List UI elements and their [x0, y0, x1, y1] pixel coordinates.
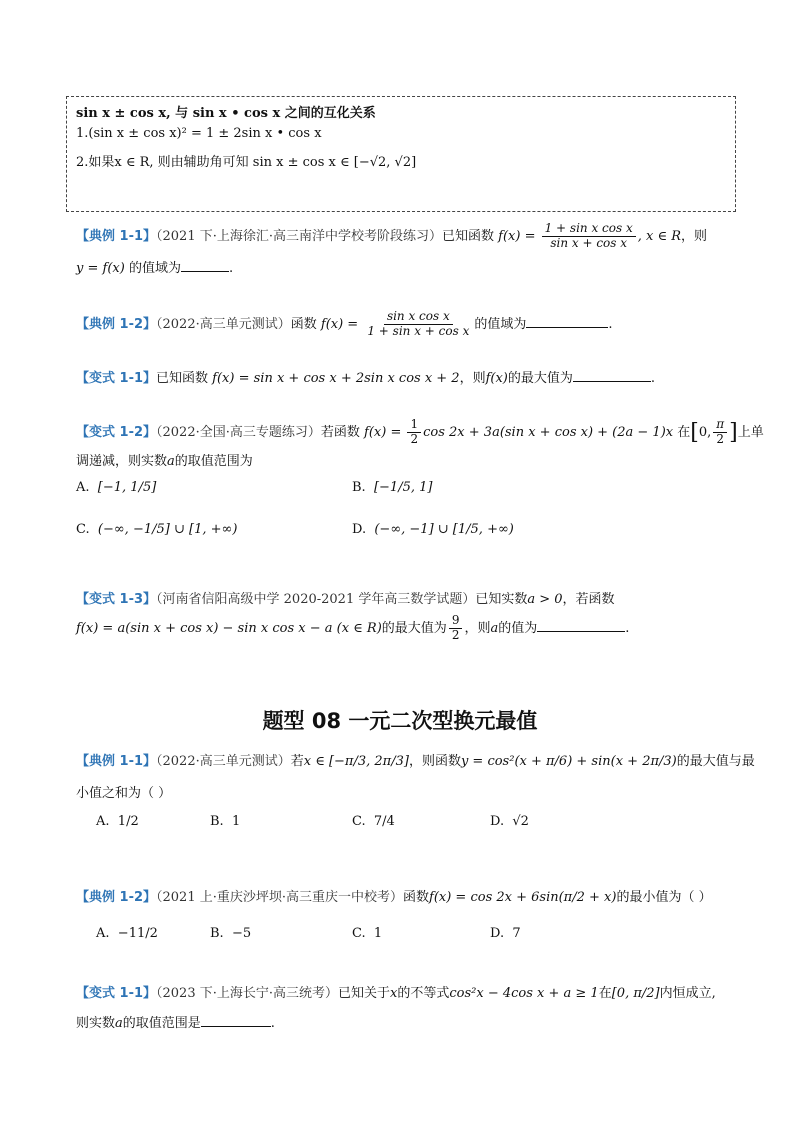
- option-text: 7: [512, 926, 521, 941]
- problem-source: （2021 上·重庆沙坪坝·高三重庆一中校考）: [156, 890, 403, 905]
- text: 函数: [403, 890, 430, 905]
- text: 的值域为: [128, 261, 181, 276]
- period: .: [270, 1016, 275, 1031]
- text: 的最大值为: [381, 620, 447, 636]
- option-a[interactable]: [96, 926, 158, 941]
- option-label: A.: [96, 814, 110, 829]
- problem-tag: 【典例 1-2】: [76, 890, 157, 905]
- problem-2: [76, 310, 613, 339]
- option-label: C.: [352, 926, 366, 941]
- option-label: A.: [96, 926, 110, 941]
- formula: f(x) =: [364, 424, 402, 440]
- formula: cos²x − 4cos x + a ≥ 1: [449, 986, 599, 1001]
- bracket: ]: [729, 419, 738, 445]
- text: 已知实数: [475, 592, 528, 607]
- option-label: C.: [352, 814, 366, 829]
- text: 在: [677, 424, 691, 440]
- denominator: 1 + sin x + cos x: [367, 323, 470, 338]
- answer-blank: [573, 369, 651, 382]
- option-text: −11/2: [117, 926, 158, 941]
- answer-blank: [201, 1014, 271, 1027]
- problem-tag: 【典例 1-2】: [76, 316, 157, 332]
- option-label: C.: [76, 522, 90, 537]
- formula: y = f(x): [76, 261, 125, 276]
- answer-blank: [181, 259, 229, 272]
- variable: a: [167, 454, 175, 469]
- option-label: A.: [76, 480, 90, 495]
- fraction: [407, 418, 421, 447]
- text: 内恒成立,: [659, 986, 716, 1001]
- option-c[interactable]: [352, 926, 382, 941]
- option-label: B.: [210, 926, 224, 941]
- problem-source: （2022·高三单元测试）: [156, 754, 291, 769]
- text: 已知函数: [442, 228, 495, 244]
- denominator: 2: [716, 431, 725, 446]
- option-label: D.: [490, 814, 505, 829]
- problem-5-line-2: [76, 614, 629, 643]
- text: 的不等式: [397, 986, 450, 1001]
- text: 的最大值与最: [676, 754, 755, 769]
- option-b[interactable]: [210, 926, 251, 941]
- text: ，若函数: [562, 592, 615, 607]
- text: 的取值范围是: [122, 1016, 201, 1031]
- option-label: B.: [352, 480, 366, 495]
- denominator: 2: [451, 627, 460, 642]
- interval: 0,: [698, 424, 712, 440]
- formula: f(x) = sin x + cos x + 2sin x cos x + 2: [212, 371, 460, 386]
- problem-4-line-2: [76, 450, 253, 469]
- problem-1-line-2: [76, 257, 233, 276]
- text: 上单: [737, 424, 764, 440]
- text: 在: [598, 986, 612, 1001]
- answer-blank: [526, 315, 608, 328]
- problem-source: （河南省信阳高级中学 2020-2021 学年高三数学试题）: [156, 592, 476, 607]
- text: 的值为: [498, 620, 538, 636]
- period: .: [228, 261, 234, 276]
- problem-3: [76, 367, 655, 386]
- option-a[interactable]: [76, 480, 156, 495]
- variable: x: [390, 986, 398, 1001]
- text: 则实数: [76, 1016, 116, 1031]
- problem-tag: 【变式 1-3】: [76, 592, 157, 607]
- option-c[interactable]: [352, 814, 395, 829]
- formula: x ∈ [−π/3, 2π/3]: [303, 754, 409, 769]
- question-1-line-2: 小值之和为（ ）: [76, 786, 172, 801]
- period: .: [625, 620, 630, 636]
- denominator: sin x + cos x: [550, 235, 628, 250]
- numerator: π: [713, 418, 727, 433]
- text: 调递减，则实数: [76, 454, 168, 469]
- box-title: sin x ± cos x, 与 sin x • cos x 之间的互化关系: [76, 106, 376, 121]
- option-text: 7/4: [373, 814, 395, 829]
- text: ，则: [681, 228, 708, 244]
- fraction: [449, 614, 463, 643]
- option-d[interactable]: [352, 522, 514, 537]
- text: 若: [290, 754, 304, 769]
- numerator: 9: [449, 614, 463, 629]
- variable: a: [115, 1016, 123, 1031]
- text: ，则函数: [408, 754, 461, 769]
- option-text: 1/2: [117, 814, 139, 829]
- formula-lhs: f(x) =: [498, 228, 536, 244]
- period: .: [650, 371, 656, 386]
- question-3: [76, 982, 716, 1001]
- numerator: 1: [407, 418, 421, 433]
- answer-blank: [537, 619, 625, 632]
- text: 若函数: [320, 424, 360, 440]
- formula: f(x) = cos 2x + 6sin(π/2 + x): [429, 890, 617, 905]
- text: 已知函数: [156, 371, 209, 386]
- formula: f(x) = a(sin x + cos x) − sin x cos x − a (x ∈ R): [76, 620, 382, 636]
- problem-tag: 【变式 1-1】: [76, 986, 157, 1001]
- option-b[interactable]: [352, 480, 432, 495]
- interval: [0, π/2]: [611, 986, 660, 1001]
- formula-lhs: f(x) =: [320, 316, 359, 332]
- box-line-1: 1.(sin x ± cos x)² = 1 ± 2sin x • cos x: [76, 126, 322, 141]
- option-text: [−1/5, 1]: [373, 480, 433, 495]
- numerator: sin x cos x: [384, 310, 453, 325]
- option-b[interactable]: [210, 814, 240, 829]
- option-a[interactable]: [96, 814, 139, 829]
- formula: cos 2x + 3a(sin x + cos x) + (2a − 1)x: [423, 424, 674, 440]
- question-2: [76, 886, 712, 905]
- text: 的取值范围为: [174, 454, 253, 469]
- question-1: [76, 750, 755, 769]
- text: ，则: [464, 620, 491, 636]
- numerator: 1 + sin x cos x: [542, 222, 636, 237]
- problem-4: [76, 418, 764, 447]
- variable: a: [490, 620, 499, 636]
- condition: a > 0: [527, 592, 563, 607]
- option-label: D.: [490, 926, 505, 941]
- fraction: [542, 222, 636, 251]
- text: 的最大值为: [507, 371, 573, 386]
- text: 的最小值为（ ）: [616, 890, 712, 905]
- problem-tag: 【典例 1-1】: [76, 754, 157, 769]
- bracket: [: [690, 419, 699, 445]
- text: 函数: [290, 316, 317, 332]
- problem-1: [76, 222, 707, 251]
- problem-source: （2023 下·上海长宁·高三统考）: [156, 986, 338, 1001]
- formula: f(x): [485, 371, 508, 386]
- condition: , x ∈ R: [637, 228, 682, 244]
- option-label: B.: [210, 814, 224, 829]
- denominator: 2: [410, 431, 419, 446]
- option-text: [−1, 1/5]: [97, 480, 157, 495]
- fraction: [713, 418, 727, 447]
- box-line-2: 2.如果x ∈ R, 则由辅助角可知 sin x ± cos x ∈ [−√2, √2]: [76, 155, 417, 170]
- option-text: √2: [512, 814, 529, 829]
- problem-tag: 【变式 1-2】: [76, 424, 157, 440]
- problem-5: [76, 588, 615, 607]
- option-text: (−∞, −1/5] ∪ [1, +∞): [97, 522, 238, 537]
- problem-tag: 【变式 1-1】: [76, 371, 157, 386]
- problem-source: （2022·全国·高三专题练习）: [156, 424, 321, 440]
- option-label: D.: [352, 522, 367, 537]
- option-text: −5: [231, 926, 252, 941]
- option-d[interactable]: [490, 926, 521, 941]
- option-text: (−∞, −1] ∪ [1/5, +∞): [374, 522, 514, 537]
- question-3-line-2: [76, 1012, 275, 1031]
- section-title: 题型 08 一元二次型换元最值: [262, 709, 538, 733]
- problem-source: （2021 下·上海徐汇·高三南洋中学校考阶段练习）: [156, 228, 442, 244]
- option-c[interactable]: [76, 522, 237, 537]
- formula: y = cos²(x + π/6) + sin(x + 2π/3): [460, 754, 677, 769]
- text: ，则: [459, 371, 486, 386]
- fraction: [364, 310, 472, 339]
- period: .: [608, 316, 613, 332]
- option-text: 1: [373, 926, 383, 941]
- problem-tag: 【典例 1-1】: [76, 228, 157, 244]
- option-d[interactable]: [490, 814, 529, 829]
- text: 已知关于: [338, 986, 391, 1001]
- text: 的值域为: [474, 316, 527, 332]
- problem-source: （2022·高三单元测试）: [156, 316, 291, 332]
- option-text: 1: [231, 814, 241, 829]
